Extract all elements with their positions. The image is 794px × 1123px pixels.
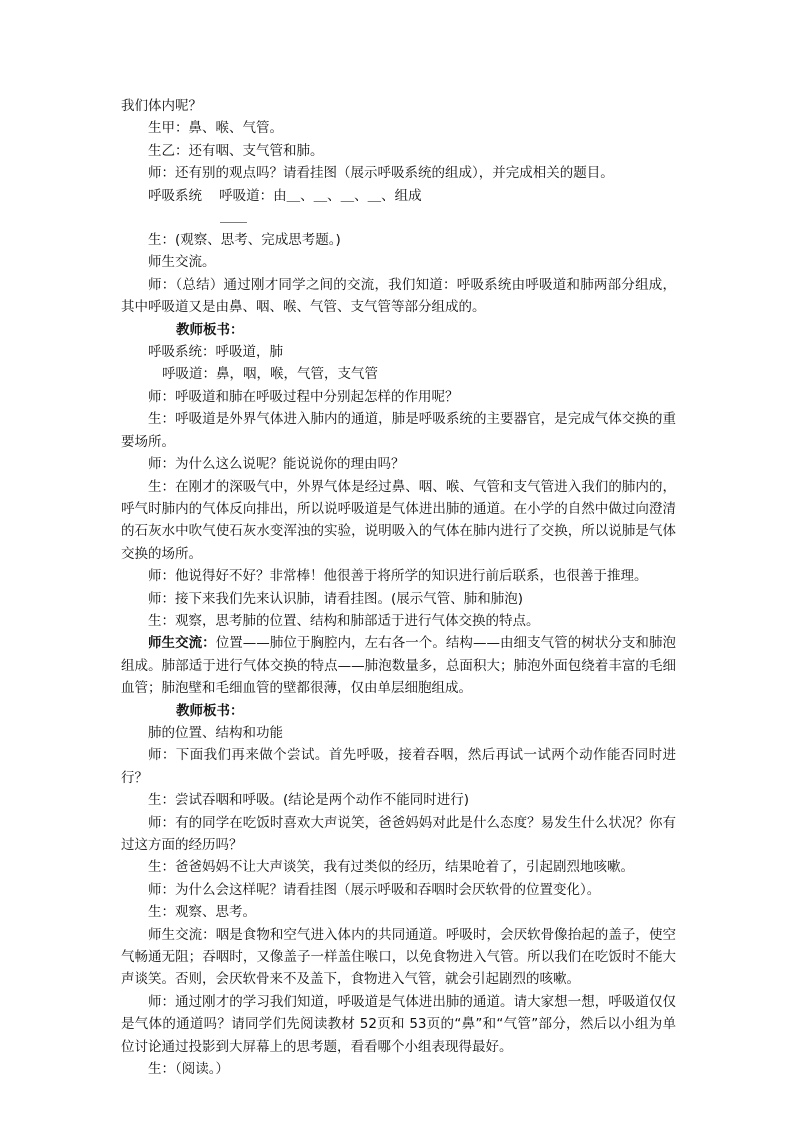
teacher-question: 师：有的同学在吃饭时喜欢大声说笑，爸爸妈妈对此是什么态度？易发生什么状况？你有过这方面的经历吗？ xyxy=(121,814,676,853)
student-answer: 生：爸爸妈妈不让大声谈笑，我有过类似的经历，结果呛着了，引起剧烈地咳嗽。 xyxy=(148,859,634,876)
teacher-question: 师：为什么这么说呢？能说说你的理由吗？ xyxy=(148,456,405,473)
student-answer: 生：呼吸道是外界气体进入肺内的通道，肺是呼吸系统的主要器官，是完成气体交换的重要场所。 xyxy=(121,411,676,450)
board-line: 呼吸道：鼻，咽，喉，气管，支气管 xyxy=(162,366,378,383)
student-line: 生：观察，思考肺的位置、结构和肺部适于进行气体交换的特点。 xyxy=(148,612,540,629)
fill-in-blank-continuation: ＿＿ xyxy=(220,209,247,226)
student-line: 生：（阅读。） xyxy=(148,1061,229,1078)
board-line: 肺的位置、结构和功能 xyxy=(148,724,283,741)
teacher-instruction: 师：接下来我们先来认识肺，请看挂图。(展示气管、肺和肺泡) xyxy=(148,590,524,607)
teacher-question: 师：呼吸道和肺在呼吸过程中分别起怎样的作用呢？ xyxy=(148,388,459,405)
teacher-instruction: 师：通过刚才的学习我们知道，呼吸道是气体进出肺的通道。请大家想一想，呼吸道仅仅是气体的通道吗？请同学们先阅读教材 52页和 53页的“鼻”和“气管”部分，然后以小组为单位讨论通过投影到大屏幕上的思考题，看看哪个小组表现得最好。 xyxy=(121,993,676,1055)
student-line: 生：观察、思考。 xyxy=(148,904,256,921)
teacher-question: 师：为什么会这样呢？请看挂图（展示呼吸和吞咽时会厌软骨的位置变化）。 xyxy=(148,881,601,898)
exchange-line: 师生交流。 xyxy=(148,254,216,271)
student-answer: 生：在刚才的深吸气中，外界气体是经过鼻、咽、喉、气管和支气管进入我们的肺内的，呼气时肺内的气体反向排出，所以说呼吸道是气体进出肺的通道。在小学的自然中做过向澄清的石灰水中吹气使石灰水变浑浊的实验，说明吸入的气体在肺内进行了交换，所以说肺是气体交换的场所。 xyxy=(121,478,676,562)
teacher-summary: 师：（总结）通过刚才同学之间的交流，我们知道：呼吸系统由呼吸道和肺两部分组成，其中呼吸道又是由鼻、咽、喉、气管、支气管等部分组成的。 xyxy=(121,276,676,316)
fill-in-blank-line: 呼吸系统 呼吸道：由＿、＿、＿、＿、组成 xyxy=(148,187,422,204)
exchange-paragraph: 师生交流：咽是食物和空气进入体内的共同通道。呼吸时，会厌软骨像抬起的盖子，使空气畅通无阻；吞咽时，又像盖子一样盖住喉口，以免食物进入气管。所以我们在吃饭时不能大声谈笑。否则，会厌软骨来不及盖下，食物进入气管，就会引起剧烈的咳嗽。 xyxy=(121,926,676,988)
student-b-answer: 生乙：还有咽、支气管和肺。 xyxy=(148,142,324,159)
exchange-label: 师生交流： xyxy=(148,635,216,652)
student-a-answer: 生甲：鼻、喉、气管。 xyxy=(148,120,283,137)
student-line: 生：(观察、思考、完成思考题。) xyxy=(148,232,341,249)
exchange-paragraph xyxy=(121,632,676,699)
student-line: 生：尝试吞咽和呼吸。(结论是两个动作不能同时进行) xyxy=(148,792,470,809)
exchange-text: 位置——肺位于胸腔内，左右各一个。结构——由细支气管的树状分支和肺泡组成。肺部适于进行气体交换的特点——肺泡数量多，总面积大；肺泡外面包绕着丰富的毛细血管；肺泡壁和毛细血管的壁都很薄，仅由单层细胞组成。 xyxy=(121,635,677,697)
teacher-instruction: 师：下面我们再来做个尝试。首先呼吸，接着吞咽，然后再试一试两个动作能否同时进行？ xyxy=(121,747,676,786)
teacher-comment: 师：他说得好不好？非常棒！他很善于将所学的知识进行前后联系，也很善于推理。 xyxy=(148,568,648,585)
text-line: 我们体内呢？ xyxy=(121,98,202,114)
board-line: 呼吸系统：呼吸道，肺 xyxy=(148,344,283,361)
board-heading: 教师板书： xyxy=(176,321,244,338)
teacher-question: 师：还有别的观点吗？请看挂图（展示呼吸系统的组成），并完成相关的题目。 xyxy=(148,165,614,182)
board-heading: 教师板书： xyxy=(176,702,244,719)
document-page xyxy=(121,95,676,1080)
